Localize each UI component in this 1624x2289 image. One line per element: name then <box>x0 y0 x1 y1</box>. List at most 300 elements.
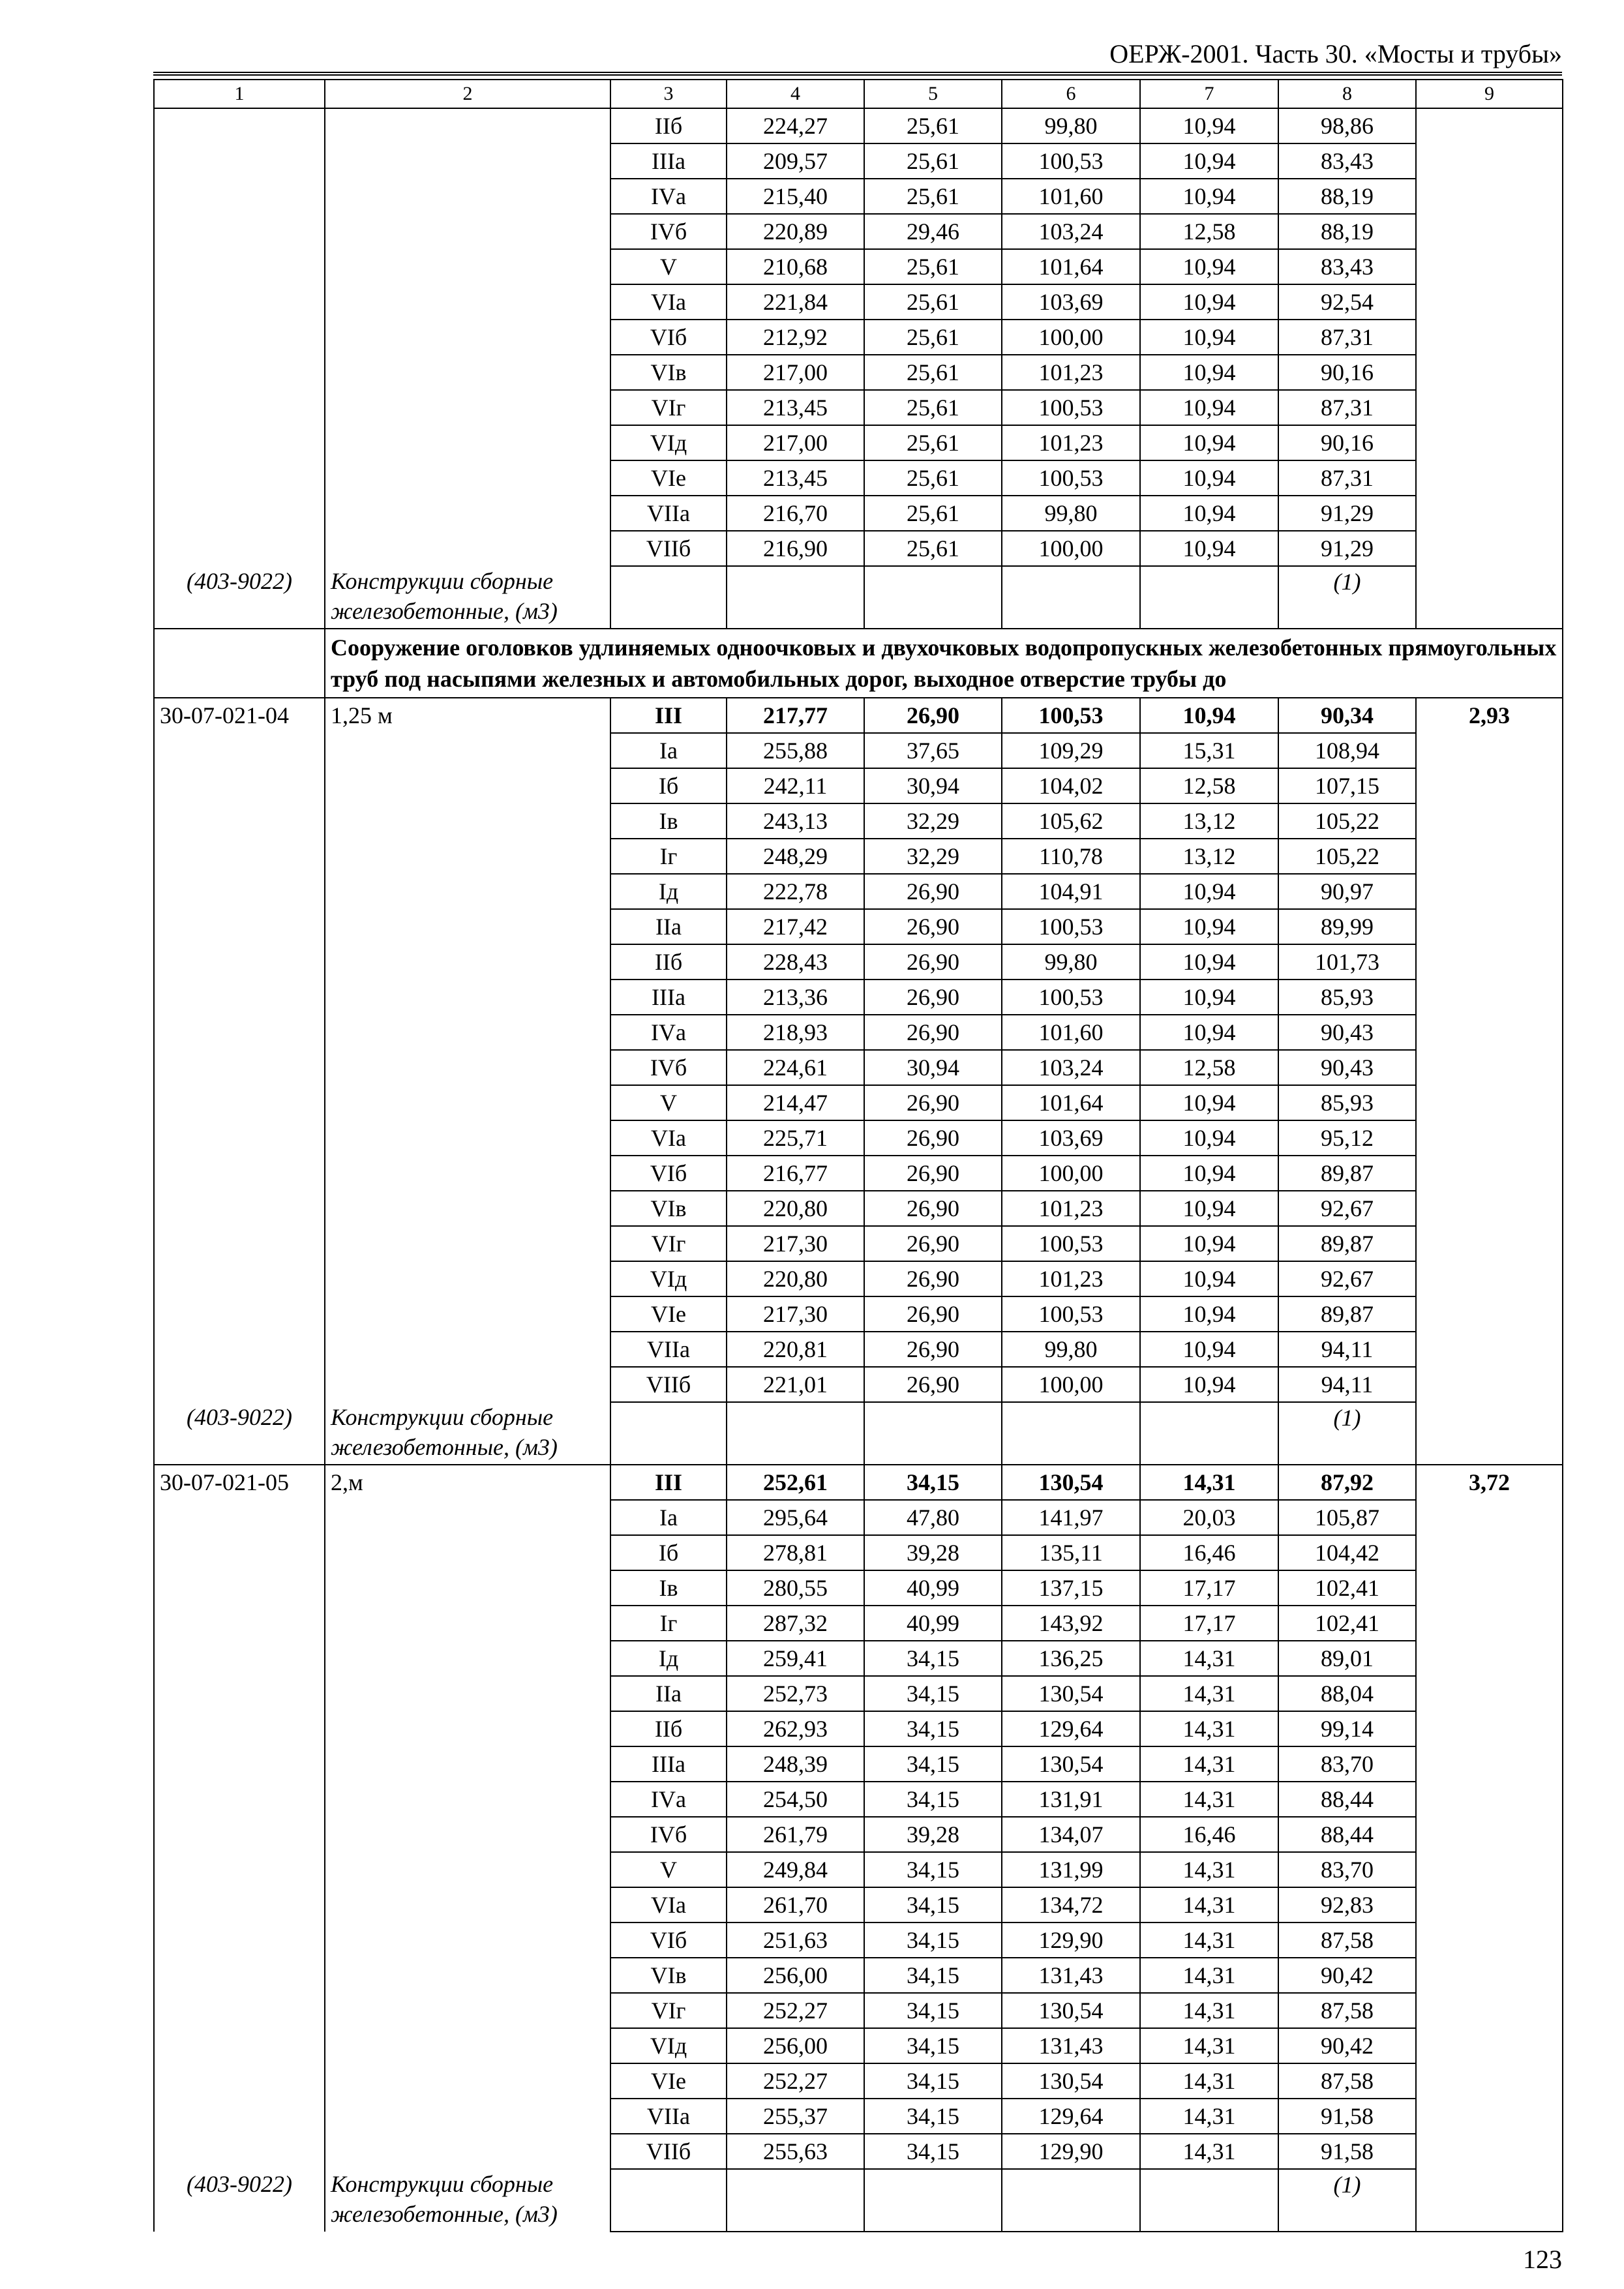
zone-cell: Iг <box>610 839 727 874</box>
zone-cell: VIе <box>610 2063 727 2099</box>
empty-cell <box>727 2169 864 2232</box>
value-cell: 261,79 <box>727 1817 864 1852</box>
value-cell: 26,90 <box>864 698 1002 733</box>
value-cell: 213,45 <box>727 460 864 496</box>
column-number: 9 <box>1416 80 1563 108</box>
value-cell: 34,15 <box>864 2099 1002 2134</box>
zone-cell: IIIа <box>610 980 727 1015</box>
value-cell: 26,90 <box>864 1120 1002 1156</box>
value-cell: 252,27 <box>727 2063 864 2099</box>
value-cell: 10,94 <box>1140 284 1278 320</box>
zone-cell: IVб <box>610 1817 727 1852</box>
value-cell: 34,15 <box>864 2028 1002 2063</box>
value-cell: 256,00 <box>727 2028 864 2063</box>
value-cell: 254,50 <box>727 1782 864 1817</box>
value-cell: 255,88 <box>727 733 864 768</box>
value-cell: 100,53 <box>1002 460 1140 496</box>
empty-cell <box>1002 1402 1140 1465</box>
value-cell: 32,29 <box>864 839 1002 874</box>
value-cell: 10,94 <box>1140 531 1278 566</box>
value-cell: 83,43 <box>1278 143 1416 179</box>
zone-cell: Iд <box>610 1641 727 1676</box>
value-cell: 34,15 <box>864 1922 1002 1958</box>
value-cell: 89,87 <box>1278 1156 1416 1191</box>
zone-cell: V <box>610 1852 727 1887</box>
value-cell: 26,90 <box>864 1367 1002 1402</box>
zone-cell: Iб <box>610 1535 727 1570</box>
value-cell: 220,81 <box>727 1332 864 1367</box>
value-cell: 32,29 <box>864 803 1002 839</box>
value-cell: 10,94 <box>1140 1226 1278 1261</box>
value-cell: 14,31 <box>1140 1887 1278 1922</box>
value-cell: 110,78 <box>1002 839 1140 874</box>
value-cell: 130,54 <box>1002 1676 1140 1711</box>
zone-cell: VIб <box>610 1922 727 1958</box>
value-cell: 130,54 <box>1002 1993 1140 2028</box>
value-cell: 101,23 <box>1002 425 1140 460</box>
value-cell: 34,15 <box>864 2134 1002 2169</box>
value-cell: 14,31 <box>1140 1852 1278 1887</box>
value-cell: 141,97 <box>1002 1500 1140 1535</box>
value-cell: 101,23 <box>1002 1191 1140 1226</box>
zone-cell: VIе <box>610 460 727 496</box>
value-cell: 25,61 <box>864 320 1002 355</box>
norm-name <box>325 108 610 566</box>
column-number: 1 <box>154 80 325 108</box>
value-cell: 129,90 <box>1002 2134 1140 2169</box>
value-cell: 221,01 <box>727 1367 864 1402</box>
value-cell: 25,61 <box>864 143 1002 179</box>
zone-cell: IVа <box>610 179 727 214</box>
value-cell: 12,58 <box>1140 1050 1278 1085</box>
value-cell: 91,29 <box>1278 531 1416 566</box>
value-cell: 90,16 <box>1278 425 1416 460</box>
resource-ref: (1) <box>1278 1402 1416 1465</box>
value-cell: 26,90 <box>864 909 1002 944</box>
value-cell: 131,99 <box>1002 1852 1140 1887</box>
value-cell: 10,94 <box>1140 320 1278 355</box>
value-cell: 40,99 <box>864 1570 1002 1606</box>
zone-cell: VIд <box>610 2028 727 2063</box>
value-cell: 101,23 <box>1002 355 1140 390</box>
value-cell: 100,53 <box>1002 980 1140 1015</box>
value-cell: 100,53 <box>1002 909 1140 944</box>
value-cell: 214,47 <box>727 1085 864 1120</box>
value-cell: 129,90 <box>1002 1922 1140 1958</box>
value-cell: 217,42 <box>727 909 864 944</box>
value-cell: 34,15 <box>864 1746 1002 1782</box>
zone-cell: VIв <box>610 355 727 390</box>
value-cell: 26,90 <box>864 1156 1002 1191</box>
value-cell: 10,94 <box>1140 909 1278 944</box>
table-row <box>154 108 1563 143</box>
value-cell: 10,94 <box>1140 1015 1278 1050</box>
value-cell: 101,73 <box>1278 944 1416 980</box>
empty-cell <box>1002 566 1140 629</box>
value-cell: 217,30 <box>727 1296 864 1332</box>
column-number: 6 <box>1002 80 1140 108</box>
value-cell: 129,64 <box>1002 2099 1140 2134</box>
value-cell: 252,61 <box>727 1465 864 1500</box>
value-cell: 26,90 <box>864 1015 1002 1050</box>
value-cell: 90,43 <box>1278 1015 1416 1050</box>
value-cell: 90,43 <box>1278 1050 1416 1085</box>
value-cell: 14,31 <box>1140 2063 1278 2099</box>
section-title: Сооружение оголовков удлиняемых одноочковых и двухочковых водопропускных железобетонных прямоугольных труб под насыпями железных и автомобильных дорог, выходное отверстие трубы до <box>325 629 1563 698</box>
value-cell: 14,31 <box>1140 1746 1278 1782</box>
value-cell: 10,94 <box>1140 1085 1278 1120</box>
norm-name: 1,25 м <box>325 698 610 1402</box>
value-cell: 251,63 <box>727 1922 864 1958</box>
empty-cell <box>1140 1402 1278 1465</box>
value-cell: 101,60 <box>1002 1015 1140 1050</box>
value-cell: 88,44 <box>1278 1782 1416 1817</box>
column-number: 8 <box>1278 80 1416 108</box>
value-cell: 102,41 <box>1278 1606 1416 1641</box>
value-cell: 14,31 <box>1140 1922 1278 1958</box>
column-number: 7 <box>1140 80 1278 108</box>
value-cell: 98,86 <box>1278 108 1416 143</box>
resource-code: (403-9022) <box>154 566 325 629</box>
value-cell: 34,15 <box>864 1887 1002 1922</box>
value-cell: 85,93 <box>1278 980 1416 1015</box>
value-cell: 39,28 <box>864 1535 1002 1570</box>
value-cell: 217,77 <box>727 698 864 733</box>
value-cell: 209,57 <box>727 143 864 179</box>
value-cell: 87,58 <box>1278 1993 1416 2028</box>
zone-cell: V <box>610 1085 727 1120</box>
value-cell: 10,94 <box>1140 460 1278 496</box>
value-cell: 26,90 <box>864 980 1002 1015</box>
value-cell: 225,71 <box>727 1120 864 1156</box>
zone-cell: VIа <box>610 1887 727 1922</box>
empty-cell <box>1416 1402 1563 1465</box>
value-cell: 10,94 <box>1140 1120 1278 1156</box>
value-cell: 25,61 <box>864 460 1002 496</box>
value-cell: 242,11 <box>727 768 864 803</box>
norm-code <box>154 108 325 566</box>
value-cell: 99,80 <box>1002 944 1140 980</box>
value-cell: 26,90 <box>864 1085 1002 1120</box>
zone-cell: V <box>610 249 727 284</box>
value-cell: 10,94 <box>1140 425 1278 460</box>
value-cell: 10,94 <box>1140 249 1278 284</box>
value-cell: 90,34 <box>1278 698 1416 733</box>
zone-cell: VIв <box>610 1191 727 1226</box>
value-cell: 14,31 <box>1140 1958 1278 1993</box>
value-cell: 256,00 <box>727 1958 864 1993</box>
value-cell: 213,45 <box>727 390 864 425</box>
value-cell: 224,27 <box>727 108 864 143</box>
value-cell: 104,91 <box>1002 874 1140 909</box>
value-cell: 10,94 <box>1140 108 1278 143</box>
page-header <box>153 38 1562 76</box>
value-cell: 87,31 <box>1278 460 1416 496</box>
resource-code: (403-9022) <box>154 1402 325 1465</box>
resource-name: Конструкции сборные железобетонные, (м3) <box>325 1402 610 1465</box>
value-cell: 104,02 <box>1002 768 1140 803</box>
value-cell: 16,46 <box>1140 1817 1278 1852</box>
value-cell: 16,46 <box>1140 1535 1278 1570</box>
value-cell: 129,64 <box>1002 1711 1140 1746</box>
zone-cell: VIд <box>610 425 727 460</box>
value-cell: 88,19 <box>1278 179 1416 214</box>
zone-cell: VIв <box>610 1958 727 1993</box>
value-cell: 26,90 <box>864 1261 1002 1296</box>
empty-cell <box>1002 2169 1140 2232</box>
resource-name: Конструкции сборные железобетонные, (м3) <box>325 2169 610 2232</box>
value-cell: 130,54 <box>1002 1465 1140 1500</box>
norm-extra <box>1416 108 1563 566</box>
value-cell: 12,58 <box>1140 214 1278 249</box>
value-cell: 262,93 <box>727 1711 864 1746</box>
value-cell: 255,37 <box>727 2099 864 2134</box>
value-cell: 14,31 <box>1140 1711 1278 1746</box>
value-cell: 221,84 <box>727 284 864 320</box>
value-cell: 136,25 <box>1002 1641 1140 1676</box>
value-cell: 10,94 <box>1140 1296 1278 1332</box>
value-cell: 26,90 <box>864 1332 1002 1367</box>
page-number: 123 <box>1523 2245 1562 2274</box>
empty-cell <box>1416 566 1563 629</box>
value-cell: 34,15 <box>864 1958 1002 1993</box>
value-cell: 218,93 <box>727 1015 864 1050</box>
value-cell: 34,15 <box>864 1465 1002 1500</box>
resource-ref: (1) <box>1278 2169 1416 2232</box>
value-cell: 134,72 <box>1002 1887 1140 1922</box>
value-cell: 105,62 <box>1002 803 1140 839</box>
value-cell: 103,24 <box>1002 1050 1140 1085</box>
value-cell: 95,12 <box>1278 1120 1416 1156</box>
value-cell: 10,94 <box>1140 390 1278 425</box>
value-cell: 102,41 <box>1278 1570 1416 1606</box>
table-row <box>154 1465 1563 1500</box>
value-cell: 137,15 <box>1002 1570 1140 1606</box>
value-cell: 26,90 <box>864 1226 1002 1261</box>
zone-cell: Iд <box>610 874 727 909</box>
value-cell: 26,90 <box>864 1296 1002 1332</box>
value-cell: 14,31 <box>1140 2134 1278 2169</box>
value-cell: 30,94 <box>864 768 1002 803</box>
value-cell: 25,61 <box>864 355 1002 390</box>
value-cell: 101,60 <box>1002 179 1140 214</box>
value-cell: 30,94 <box>864 1050 1002 1085</box>
value-cell: 100,53 <box>1002 390 1140 425</box>
value-cell: 280,55 <box>727 1570 864 1606</box>
value-cell: 100,00 <box>1002 1367 1140 1402</box>
empty-cell <box>1140 2169 1278 2232</box>
zone-cell: VIг <box>610 1226 727 1261</box>
zone-cell: IVб <box>610 1050 727 1085</box>
value-cell: 213,36 <box>727 980 864 1015</box>
norm-extra: 2,93 <box>1416 698 1563 1402</box>
zone-cell: Iв <box>610 803 727 839</box>
value-cell: 108,94 <box>1278 733 1416 768</box>
zone-cell: VIIб <box>610 2134 727 2169</box>
value-cell: 295,64 <box>727 1500 864 1535</box>
value-cell: 220,80 <box>727 1191 864 1226</box>
column-number: 4 <box>727 80 864 108</box>
zone-cell: III <box>610 698 727 733</box>
value-cell: 99,80 <box>1002 1332 1140 1367</box>
value-cell: 134,07 <box>1002 1817 1140 1852</box>
value-cell: 255,63 <box>727 2134 864 2169</box>
value-cell: 94,11 <box>1278 1367 1416 1402</box>
value-cell: 25,61 <box>864 249 1002 284</box>
zone-cell: IIб <box>610 108 727 143</box>
value-cell: 20,03 <box>1140 1500 1278 1535</box>
value-cell: 89,99 <box>1278 909 1416 944</box>
empty-cell <box>610 566 727 629</box>
zone-cell: IVб <box>610 214 727 249</box>
value-cell: 89,87 <box>1278 1226 1416 1261</box>
zone-cell: Iв <box>610 1570 727 1606</box>
value-cell: 222,78 <box>727 874 864 909</box>
value-cell: 10,94 <box>1140 874 1278 909</box>
value-cell: 216,90 <box>727 531 864 566</box>
value-cell: 10,94 <box>1140 1261 1278 1296</box>
norm-code: 30-07-021-04 <box>154 698 325 1402</box>
zone-cell: VIа <box>610 1120 727 1156</box>
value-cell: 10,94 <box>1140 1367 1278 1402</box>
value-cell: 101,64 <box>1002 1085 1140 1120</box>
zone-cell: IIа <box>610 1676 727 1711</box>
empty-cell <box>864 566 1002 629</box>
norm-code: 30-07-021-05 <box>154 1465 325 2169</box>
value-cell: 143,92 <box>1002 1606 1140 1641</box>
zone-cell: VIIа <box>610 1332 727 1367</box>
value-cell: 109,29 <box>1002 733 1140 768</box>
value-cell: 90,42 <box>1278 2028 1416 2063</box>
value-cell: 29,46 <box>864 214 1002 249</box>
empty-cell <box>727 1402 864 1465</box>
value-cell: 10,94 <box>1140 980 1278 1015</box>
zone-cell: VIб <box>610 320 727 355</box>
zone-cell: III <box>610 1465 727 1500</box>
zone-cell: IIа <box>610 909 727 944</box>
value-cell: 248,29 <box>727 839 864 874</box>
value-cell: 34,15 <box>864 1993 1002 2028</box>
value-cell: 13,12 <box>1140 839 1278 874</box>
resource-row <box>154 1402 1563 1465</box>
value-cell: 34,15 <box>864 1711 1002 1746</box>
empty-cell <box>1416 2169 1563 2232</box>
resource-name: Конструкции сборные железобетонные, (м3) <box>325 566 610 629</box>
value-cell: 89,87 <box>1278 1296 1416 1332</box>
value-cell: 87,92 <box>1278 1465 1416 1500</box>
zone-cell: Iг <box>610 1606 727 1641</box>
value-cell: 14,31 <box>1140 1993 1278 2028</box>
value-cell: 105,22 <box>1278 803 1416 839</box>
value-cell: 249,84 <box>727 1852 864 1887</box>
value-cell: 91,58 <box>1278 2134 1416 2169</box>
value-cell: 26,90 <box>864 1191 1002 1226</box>
value-cell: 103,24 <box>1002 214 1140 249</box>
value-cell: 100,00 <box>1002 531 1140 566</box>
value-cell: 85,93 <box>1278 1085 1416 1120</box>
value-cell: 130,54 <box>1002 2063 1140 2099</box>
value-cell: 10,94 <box>1140 1156 1278 1191</box>
value-cell: 91,58 <box>1278 2099 1416 2134</box>
value-cell: 210,68 <box>727 249 864 284</box>
value-cell: 217,00 <box>727 425 864 460</box>
value-cell: 88,04 <box>1278 1676 1416 1711</box>
value-cell: 34,15 <box>864 1782 1002 1817</box>
section-row <box>154 629 1563 698</box>
value-cell: 99,80 <box>1002 108 1140 143</box>
value-cell: 105,22 <box>1278 839 1416 874</box>
zone-cell: VIIа <box>610 496 727 531</box>
value-cell: 104,42 <box>1278 1535 1416 1570</box>
value-cell: 92,83 <box>1278 1887 1416 1922</box>
value-cell: 100,53 <box>1002 1226 1140 1261</box>
value-cell: 14,31 <box>1140 1641 1278 1676</box>
value-cell: 107,15 <box>1278 768 1416 803</box>
value-cell: 105,87 <box>1278 1500 1416 1535</box>
value-cell: 14,31 <box>1140 1676 1278 1711</box>
value-cell: 34,15 <box>864 2063 1002 2099</box>
value-cell: 26,90 <box>864 874 1002 909</box>
zone-cell: VIд <box>610 1261 727 1296</box>
empty-cell <box>864 2169 1002 2232</box>
value-cell: 90,42 <box>1278 1958 1416 1993</box>
value-cell: 220,89 <box>727 214 864 249</box>
zone-cell: IVа <box>610 1782 727 1817</box>
value-cell: 34,15 <box>864 1676 1002 1711</box>
value-cell: 14,31 <box>1140 1465 1278 1500</box>
zone-cell: Iб <box>610 768 727 803</box>
value-cell: 10,94 <box>1140 1191 1278 1226</box>
zone-cell: Iа <box>610 1500 727 1535</box>
value-cell: 25,61 <box>864 496 1002 531</box>
value-cell: 100,53 <box>1002 1296 1140 1332</box>
value-cell: 90,97 <box>1278 874 1416 909</box>
value-cell: 100,00 <box>1002 320 1140 355</box>
value-cell: 14,31 <box>1140 2028 1278 2063</box>
zone-cell: VIIб <box>610 531 727 566</box>
value-cell: 26,90 <box>864 944 1002 980</box>
value-cell: 88,44 <box>1278 1817 1416 1852</box>
value-cell: 89,01 <box>1278 1641 1416 1676</box>
value-cell: 287,32 <box>727 1606 864 1641</box>
value-cell: 39,28 <box>864 1817 1002 1852</box>
value-cell: 10,94 <box>1140 355 1278 390</box>
value-cell: 25,61 <box>864 425 1002 460</box>
zone-cell: IIIа <box>610 143 727 179</box>
empty-cell <box>727 566 864 629</box>
value-cell: 17,17 <box>1140 1570 1278 1606</box>
resource-row <box>154 566 1563 629</box>
value-cell: 212,92 <box>727 320 864 355</box>
value-cell: 100,53 <box>1002 143 1140 179</box>
value-cell: 10,94 <box>1140 143 1278 179</box>
table-row <box>154 698 1563 733</box>
zone-cell: VIб <box>610 1156 727 1191</box>
value-cell: 217,30 <box>727 1226 864 1261</box>
value-cell: 100,53 <box>1002 698 1140 733</box>
zone-cell: VIа <box>610 284 727 320</box>
zone-cell: VIе <box>610 1296 727 1332</box>
resource-ref: (1) <box>1278 566 1416 629</box>
value-cell: 103,69 <box>1002 284 1140 320</box>
zone-cell: VIIа <box>610 2099 727 2134</box>
column-number-row <box>154 80 1563 108</box>
value-cell: 17,17 <box>1140 1606 1278 1641</box>
value-cell: 92,54 <box>1278 284 1416 320</box>
empty-cell <box>154 629 325 698</box>
value-cell: 278,81 <box>727 1535 864 1570</box>
value-cell: 83,43 <box>1278 249 1416 284</box>
